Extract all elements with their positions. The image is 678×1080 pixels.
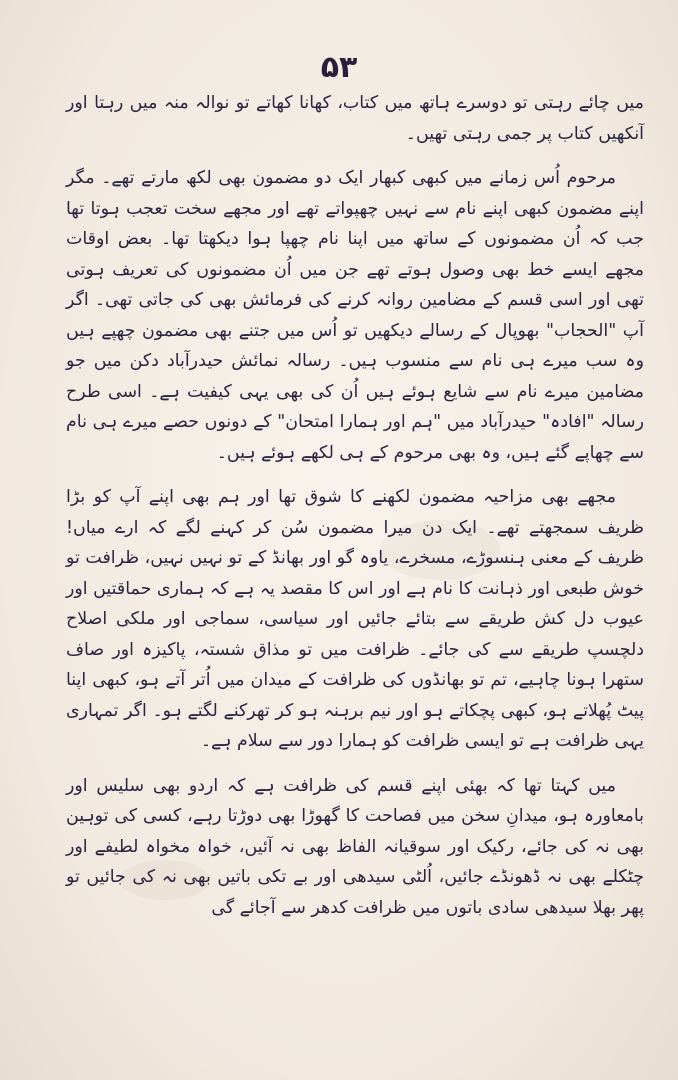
paragraph: مرحوم اُس زمانے میں کبھی کبھار ایک دو مضمون بھی لکھ مارتے تھے۔ مگر اپنے مضمون کبھی اپنے نام سے نہیں چھپواتے تھے اور مجھے سخت تعجب ہوتا تھا جب کہ اُن مضمونوں کے ساتھ میں اپنا نام چھپا ہوا دیکھتا تھا۔ بعض اوقات مجھے ایسے خط بھی وصول ہوتے تھے جن میں اُن مضمونوں کی تعریف ہوتی تھی اور اسی قسم کے مضامین روانہ کرنے کی فرمائش بھی کی جاتی تھی۔ اگر آپ "الحجاب" بھوپال کے رسالے دیکھیں تو اُس میں جتنے بھی مضمون چھپے ہیں وہ سب میرے ہی نام سے منسوب ہیں۔ رسالہ نمائش حیدرآباد دکن میں جو مضامین میرے نام سے شایع ہوئے ہیں اُن کی بھی یہی کیفیت ہے۔ اسی طرح رسالہ "افادہ" حیدرآباد میں "ہم اور ہمارا امتحان" کے دونوں حصے میرے ہی نام سے چھاپے گئے ہیں، وہ بھی مرحوم کے ہی لکھے ہوئے ہیں۔ xyxy=(66,168,644,463)
paragraph: میں چائے رہتی تو دوسرے ہاتھ میں کتاب، کھانا کھاتے تو نوالہ منہ میں رہتا اور آنکھیں کتاب پر جمی رہتی تھیں۔ xyxy=(66,93,644,144)
paragraph: مجھے بھی مزاحیہ مضمون لکھنے کا شوق تھا اور ہم بھی اپنے آپ کو بڑا ظریف سمجھتے تھے۔ ایک دن میرا مضمون سُن کر کہنے لگے کہ ارے میاں! ظریف کے معنی ہنسوڑے، مسخرے، یاوہ گو اور بھانڈ کے تو نہیں نہیں، ظرافت تو خوش طبعی اور ذہانت کا نام ہے اور اس کا مقصد یہ ہے کہ ہماری حماقتیں اور عیوب دل کش طریقے سے بتائے جائیں اور سیاسی، سماجی اور ملکی اصلاح دلچسپ طریقے سے کی جائے۔ ظرافت میں تو مذاق شستہ، پاکیزہ اور صاف ستھرا ہونا چاہیے، تم تو بھانڈوں کی ظرافت کے میدان میں اُتر آتے ہو، کبھی اپنا پیٹ پُھلاتے ہو، کبھی پچکاتے ہو اور نیم برہنہ ہو کر تھرکنے لگتے ہو۔ اگر تمہاری یہی ظرافت ہے تو ایسی ظرافت کو ہمارا دور سے سلام ہے۔ xyxy=(66,487,644,751)
paragraph: میں کہتا تھا کہ بھئی اپنے قسم کی ظرافت ہے کہ اردو بھی سلیس اور بامعاورہ ہو، میدانِ سخن میں فصاحت کا گھوڑا بھی دوڑتا رہے، کسی کی توہین بھی نہ کی جائے، رکیک اور سوقیانہ الفاظ بھی نہ آئیں، خواہ مخواہ لطیفے اور چٹکلے بھی نہ ڈھونڈے جائیں، اُلٹی سیدھی اور بے تکی باتیں بھی نہ کی جائیں تو پھر بھلا سیدھی سادی باتوں میں ظرافت کدھر سے آجائے گی xyxy=(66,775,644,918)
article-body xyxy=(66,88,644,923)
page-number: ۵۳ xyxy=(320,50,358,85)
